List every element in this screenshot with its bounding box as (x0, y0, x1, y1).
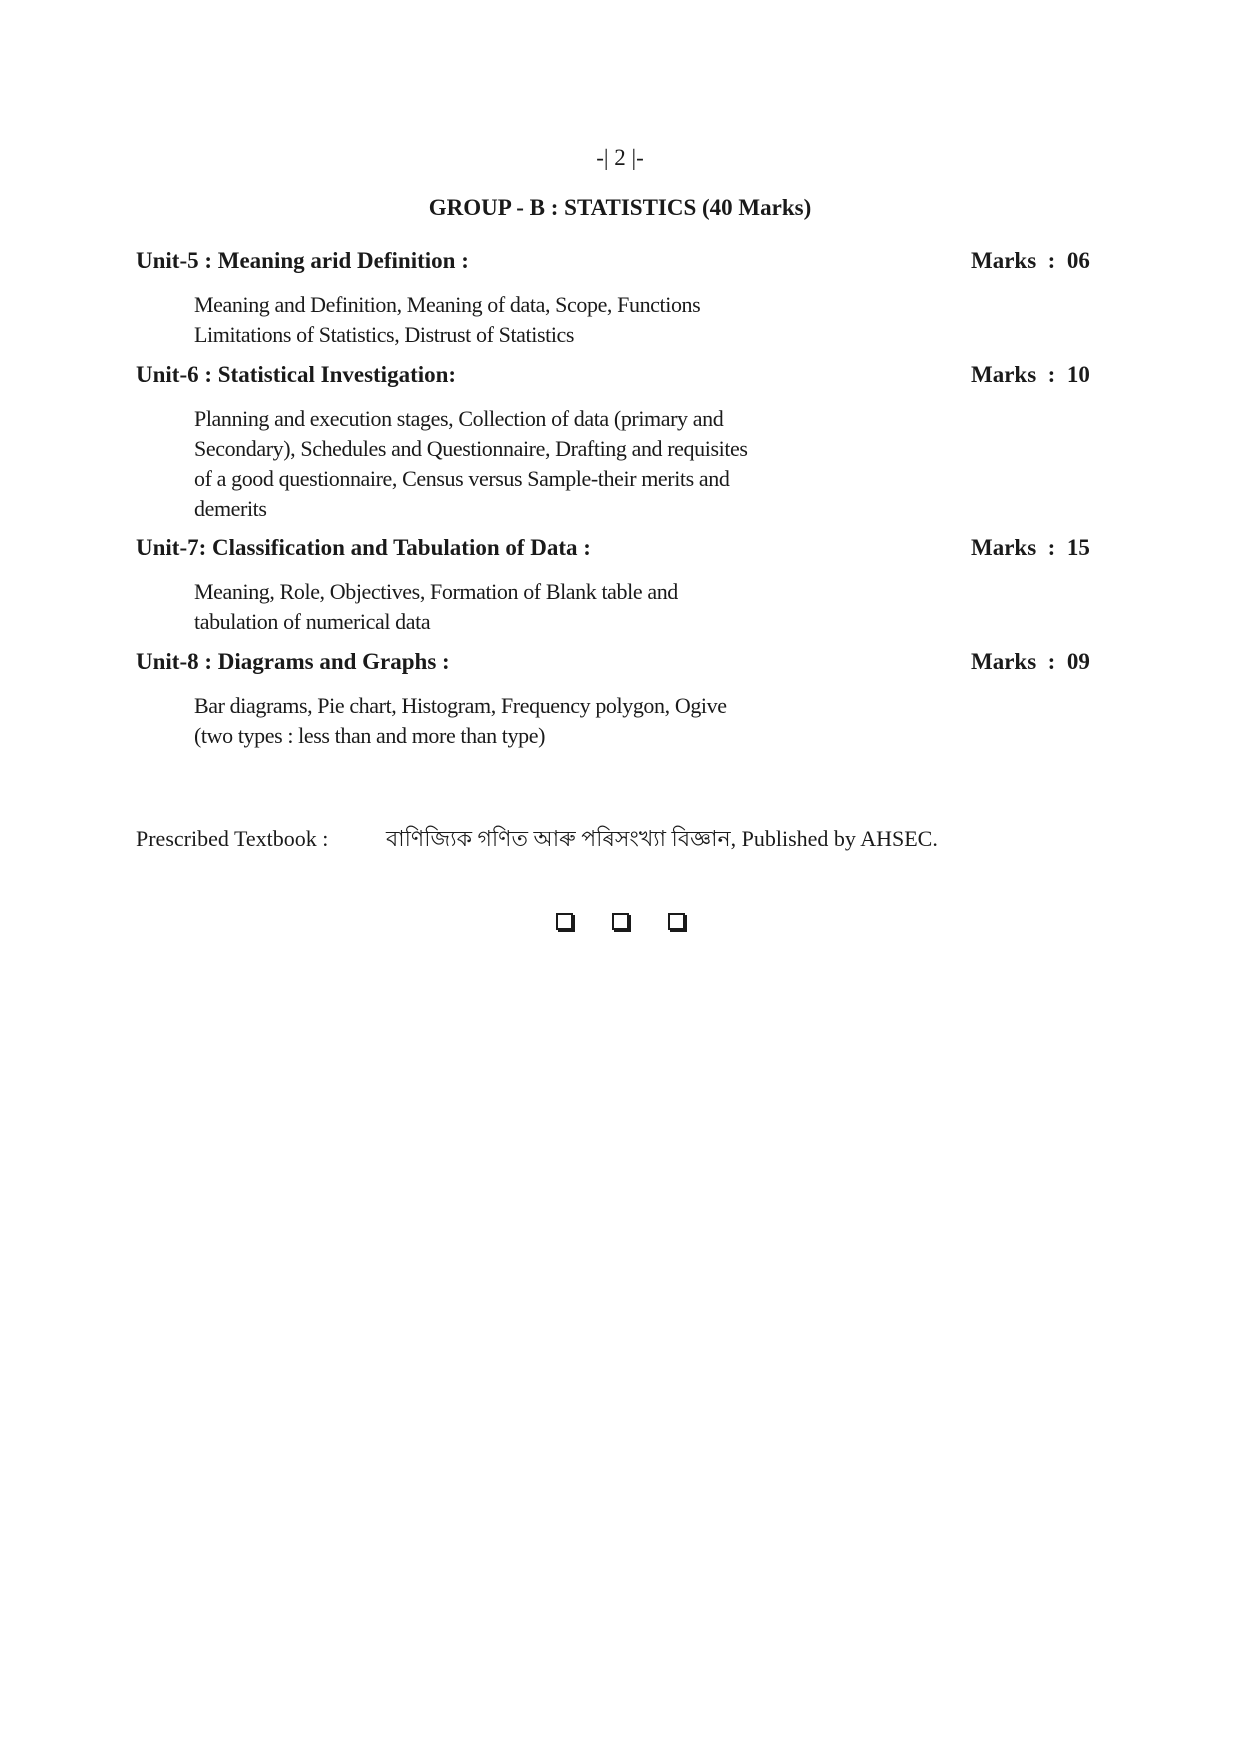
unit-header (136, 362, 1106, 394)
description-line: Limitations of Statistics, Distrust of Statistics (194, 322, 575, 347)
description-line: demerits (194, 496, 267, 521)
textbook-value: বাণিজ্যিক গণিত আৰু পৰিসংখ্যা বিজ্ঞান, Published by AHSEC. (386, 826, 938, 851)
group-title: GROUP - B : STATISTICS (40 Marks) (428, 195, 812, 220)
page-number: -| 2 |- (596, 145, 644, 170)
description-line: Secondary), Schedules and Questionnaire, Drafting and requisites (194, 436, 748, 461)
unit-marks: Marks : 06 (971, 248, 1090, 273)
description-line: (two types : less than and more than type) (194, 723, 546, 748)
unit-marks: Marks : 10 (971, 362, 1090, 387)
unit-title: Unit-8 : Diagrams and Graphs : (136, 649, 450, 674)
unit-title: Unit-5 : Meaning arid Definition : (136, 248, 469, 273)
prescribed-textbook (136, 822, 1036, 859)
unit-marks: Marks : 09 (971, 649, 1090, 674)
textbook-label: Prescribed Textbook : (136, 826, 329, 851)
unit-header (136, 649, 1106, 681)
unit-title: Unit-7: Classification and Tabulation of Data : (136, 535, 591, 560)
square-bullet-icon (612, 913, 629, 930)
description-line: Bar diagrams, Pie chart, Histogram, Frequency polygon, Ogive (194, 693, 727, 718)
unit-header (136, 535, 1106, 567)
unit-header (136, 248, 1106, 280)
unit-description (194, 404, 776, 524)
end-of-section-marks (0, 913, 1240, 930)
unit-description (194, 577, 776, 637)
description-line: Meaning and Definition, Meaning of data, Scope, Functions (194, 292, 701, 317)
unit-7 (136, 535, 1106, 637)
description-line: Meaning, Role, Objectives, Formation of Blank table and (194, 579, 678, 604)
unit-8 (136, 649, 1106, 751)
description-line: Planning and execution stages, Collection of data (primary and (194, 406, 724, 431)
unit-5 (136, 248, 1106, 350)
description-line: of a good questionnaire, Census versus Sample-their merits and (194, 466, 730, 491)
unit-marks: Marks : 15 (971, 535, 1090, 560)
square-bullet-icon (668, 913, 685, 930)
square-bullet-icon (556, 913, 573, 930)
unit-title: Unit-6 : Statistical Investigation: (136, 362, 457, 387)
unit-description (194, 290, 776, 350)
description-line: tabulation of numerical data (194, 609, 431, 634)
unit-6 (136, 362, 1106, 524)
unit-description (194, 691, 776, 751)
